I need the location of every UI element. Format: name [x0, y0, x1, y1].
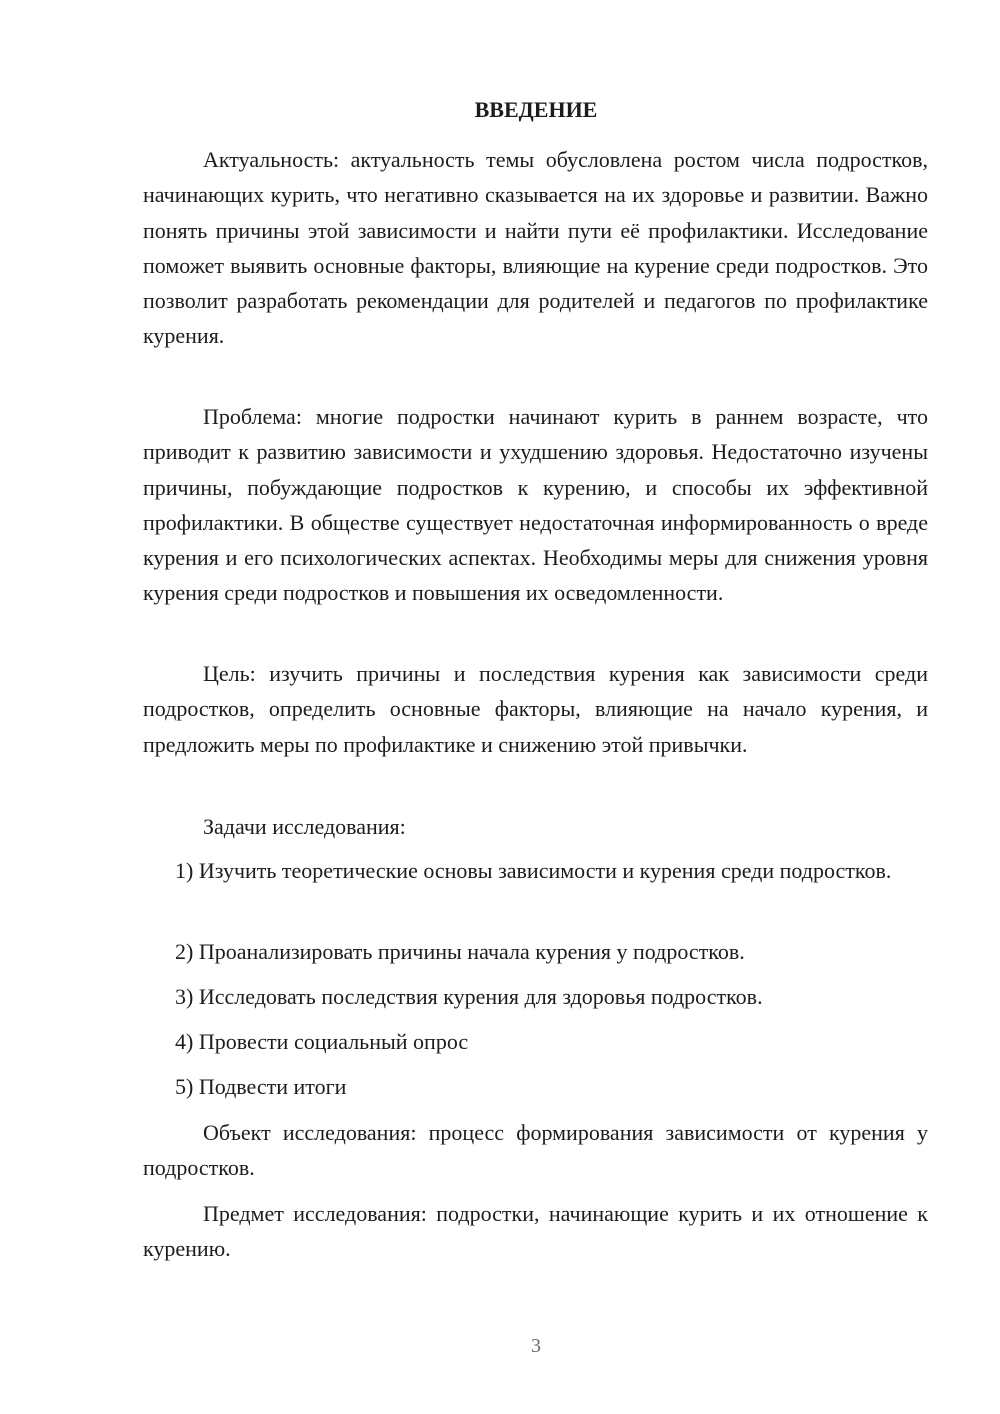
page-number: 3 — [531, 1335, 541, 1357]
relevance-paragraph: Актуальность: актуальность темы обусловлена ростом числа подростков, начинающих курить, что негативно сказывается на их здоровье и развитии. Важно понять причины этой зависимости и найти пути её профилактики. Исследование поможет выявить основные факторы, влияющие на курение среди подростков. Это позволит разработать рекомендации для родителей и педагогов по профилактике курения. — [143, 147, 928, 349]
task-item-5: 5) Подвести итоги — [175, 1074, 347, 1099]
subject-paragraph: Предмет исследования: подростки, начинающие курить и их отношение к курению. — [143, 1201, 928, 1262]
task-item-4: 4) Провести социальный опрос — [175, 1029, 469, 1054]
problem-paragraph: Проблема: многие подростки начинают курить в раннем возрасте, что приводит к развитию зависимости и ухудшению здоровья. Недостаточно изучены причины, побуждающие подростков к курению, и способы их эффективной профилактики. В обществе существует недостаточная информированность о вреде курения и его психологических аспектах. Необходимы меры для снижения уровня курения среди подростков и повышения их осведомленности. — [143, 404, 928, 606]
task-item-3: 3) Исследовать последствия курения для здоровья подростков. — [175, 984, 763, 1009]
object-paragraph: Объект исследования: процесс формирования зависимости от курения у подростков. — [143, 1120, 928, 1181]
page-title: ВВЕДЕНИЕ — [474, 97, 598, 122]
tasks-heading: Задачи исследования: — [203, 814, 406, 839]
task-item-1: 1) Изучить теоретические основы зависимости и курения среди подростков. — [175, 858, 892, 883]
task-item-2: 2) Проанализировать причины начала курения у подростков. — [175, 939, 745, 964]
goal-paragraph: Цель: изучить причины и последствия курения как зависимости среди подростков, определить основные факторы, влияющие на начало курения, и предложить меры по профилактике и снижению этой привычки. — [143, 661, 928, 757]
